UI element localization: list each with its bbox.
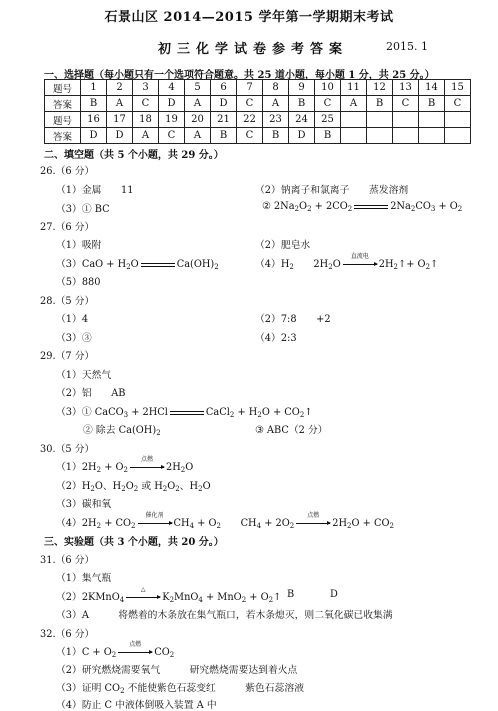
reaction-arrow-icon: 点燃	[118, 650, 152, 656]
answer-cell	[393, 128, 419, 144]
q29-answer-3c: ③ ABC（2 分）	[255, 425, 328, 436]
question-number-cell	[367, 112, 393, 128]
row-label-question: 题号	[45, 80, 81, 96]
reaction-arrow-icon: 直流电	[343, 262, 377, 268]
q28-answer-2: （2）7:8 +2	[255, 314, 331, 325]
q28-answer-4: （4）2:3	[255, 333, 297, 344]
question-number-cell: 22	[237, 112, 263, 128]
question-number-cell	[393, 112, 419, 128]
question-number-cell: 20	[185, 112, 211, 128]
q31-answer-b: B	[287, 589, 295, 600]
answer-cell: B	[263, 128, 289, 144]
question-number-cell: 12	[367, 80, 393, 96]
question-number-cell: 24	[289, 112, 315, 128]
q32-equation-1: $(1)C + O_2$ 点燃 $CO_2$	[56, 640, 175, 659]
q27-heading: 27.（6 分）	[40, 222, 95, 233]
reaction-arrow-icon: 点燃	[130, 465, 164, 471]
q29-heading: 29.（7 分）	[40, 351, 95, 362]
q28-answer-3: （3）③	[56, 333, 92, 344]
question-number-cell: 2	[107, 80, 133, 96]
table-row	[45, 80, 471, 96]
question-number-cell: 6	[211, 80, 237, 96]
answer-cell: D	[289, 128, 315, 144]
q28-answer-1: （1）4	[56, 314, 89, 325]
answer-cell: B	[211, 128, 237, 144]
equals-sign	[170, 410, 204, 416]
q27-answer-2: （2）肥皂水	[255, 240, 311, 251]
q26-equation: ② $2Na_2O_2 + 2CO_2$ $2Na_2CO_3 + O_2$	[262, 201, 463, 213]
question-number-cell: 10	[315, 80, 341, 96]
question-number-cell: 17	[107, 112, 133, 128]
question-number-cell: 7	[237, 80, 263, 96]
q31-heading: 31.（6 分）	[40, 555, 95, 566]
answer-cell: C	[393, 96, 419, 112]
question-number-cell: 18	[133, 112, 159, 128]
exam-date: 2015. 1	[386, 40, 428, 53]
row-label-answer: 答案	[45, 128, 81, 144]
answer-key-title: 初三化学试卷参考答案	[158, 42, 349, 57]
section1-title: 一、选择题（每小题只有一个选项符合题意。共 25 道小题，每小题 1 分，共 25 分。）	[44, 70, 435, 81]
table-row	[45, 96, 471, 112]
answer-cell: D	[159, 96, 185, 112]
q27-answer-1: （1）吸附	[56, 240, 102, 251]
equals-sign	[141, 262, 175, 268]
question-number-cell: 21	[211, 112, 237, 128]
reaction-arrow-icon: 催化剂	[138, 521, 172, 527]
question-number-cell: 25	[315, 112, 341, 128]
row-label-question: 题号	[45, 112, 81, 128]
equals-sign	[354, 204, 388, 210]
q26-heading: 26.（6 分）	[40, 166, 95, 177]
answer-cell: C	[159, 128, 185, 144]
exam-title: 石景山区 2014—2015 学年第一学期期末考试	[104, 10, 394, 25]
q30-answer-2: $(2)H_2O$、$H_2O_2$ 或 $H_2O_2$、$H_2O$	[56, 481, 211, 493]
q28-heading: 28.（5 分）	[40, 296, 95, 307]
q32-heading: 32.（6 分）	[40, 629, 95, 640]
answer-cell	[445, 128, 471, 144]
answer-cell: B	[367, 96, 393, 112]
answer-cell: A	[133, 128, 159, 144]
question-number-cell: 8	[263, 80, 289, 96]
question-number-cell: 9	[289, 80, 315, 96]
question-number-cell: 5	[185, 80, 211, 96]
q29-equation-3: （3）① CaCO$_3$ + 2HCl CaCl$_2$ + $H_2O$ + $CO_2↑$	[56, 407, 313, 419]
answer-cell: B	[289, 96, 315, 112]
q31-answer-3: （3）A 将燃着的木条放在集气瓶口，若木条熄灭，则二氧化碳已收集满	[56, 610, 393, 621]
answer-cell: B	[81, 96, 107, 112]
question-number-cell: 3	[133, 80, 159, 96]
question-number-cell: 11	[341, 80, 367, 96]
q32-answer-2: （2）研究燃烧需要氧气 研究燃烧需要达到着火点	[56, 665, 298, 676]
table-row	[45, 112, 471, 128]
question-number-cell	[341, 112, 367, 128]
answer-cell	[419, 128, 445, 144]
question-number-cell: 4	[159, 80, 185, 96]
q30-heading: 30.（5 分）	[40, 444, 95, 455]
table-row	[45, 128, 471, 144]
answer-cell: C	[315, 96, 341, 112]
answer-cell: A	[107, 96, 133, 112]
answer-cell: A	[341, 96, 367, 112]
answer-cell: D	[81, 128, 107, 144]
q29-answer-2: （2）铝 AB	[56, 388, 126, 399]
answer-cell: B	[419, 96, 445, 112]
row-label-answer: 答案	[45, 96, 81, 112]
section2-title: 二、填空题（共 5 个小题，共 29 分。）	[44, 150, 224, 161]
question-number-cell: 23	[263, 112, 289, 128]
question-number-cell	[445, 112, 471, 128]
answer-cell: D	[107, 128, 133, 144]
answer-cell: C	[237, 96, 263, 112]
q30-answer-3: （3）碳和氧	[56, 499, 112, 510]
answer-cell: C	[445, 96, 471, 112]
question-number-cell: 1	[81, 80, 107, 96]
answer-cell: A	[263, 96, 289, 112]
q31-answer-d: D	[330, 589, 338, 600]
answer-cell: A	[185, 128, 211, 144]
answer-cell	[341, 128, 367, 144]
q31-answer-1: （1）集气瓶	[56, 573, 112, 584]
q27-answer-5: （5）880	[56, 277, 101, 288]
q30-equation-4: $(4)2H_2 + CO_2$ 催化剂 $CH_4 + O_2$ $CH_4 + 2O_2$ 点燃 $2H_2O + CO_2$	[56, 511, 394, 530]
q31-equation-2: （2）2KMnO$_4$ △ $K_2MnO_4 + MnO_2$ + $O_2↑$	[56, 585, 282, 604]
q26-answer-2: （2）钠离子和氯离子 蒸发溶剂	[255, 185, 409, 196]
answer-cell: A	[185, 96, 211, 112]
choice-answer-table	[44, 79, 471, 144]
reaction-arrow-icon: 点燃	[296, 521, 330, 527]
question-number-cell: 14	[419, 80, 445, 96]
section3-title: 三、实验题（共 3 个小题，共 20 分。）	[44, 537, 224, 548]
question-number-cell: 15	[445, 80, 471, 96]
question-number-cell: 19	[159, 112, 185, 128]
answer-cell: B	[315, 128, 341, 144]
q29-answer-3b: ② 除去 $Ca(OH)_2$	[83, 425, 161, 437]
q27-equation-3: $(3)CaO + H_2O$ $Ca(OH)_2$	[56, 259, 219, 271]
reaction-arrow-icon: △	[126, 595, 160, 601]
q32-answer-3: （3）证明 $CO_2$ 不能使紫色石蕊变红 紫色石蕊溶液	[56, 683, 304, 695]
q30-equation-1: $(1)2H_2 + O_2$ 点燃 $2H_2O$	[56, 455, 194, 474]
answer-cell: D	[211, 96, 237, 112]
q27-equation-4: $(4)H_2$ $2H_2O$ 直流电 $2H_2↑+$ $O_2↑$	[255, 252, 439, 271]
answer-cell: C	[133, 96, 159, 112]
question-number-cell: 13	[393, 80, 419, 96]
question-number-cell	[419, 112, 445, 128]
answer-cell: C	[237, 128, 263, 144]
q32-answer-4: （4）防止 C 中液体倒吸入装置 A 中	[56, 700, 217, 711]
answer-cell	[367, 128, 393, 144]
q29-answer-1: （1）天然气	[56, 370, 112, 381]
question-number-cell: 16	[81, 112, 107, 128]
q26-answer-3a: （3）① BC	[56, 204, 110, 215]
q26-answer-1: （1）金属 11	[56, 185, 134, 196]
